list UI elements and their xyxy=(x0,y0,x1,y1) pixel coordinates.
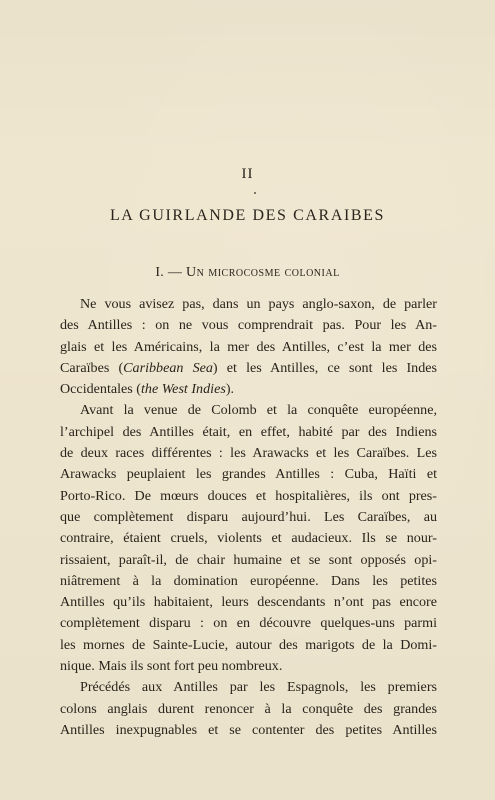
chapter-title: LA GUIRLANDE DES CARAIBES xyxy=(109,207,386,224)
text-line-italic xyxy=(60,379,437,400)
text-line: contraire, étaient cruels, violents et audacieux. Ils se nour- xyxy=(60,530,437,547)
printing-speck xyxy=(254,192,256,194)
text-line: Précédés aux Antilles par les Espagnols, les premiers xyxy=(80,679,437,696)
text-line: les mornes de Sainte-Lucie, autour des marigots de la Domi- xyxy=(60,636,437,653)
text-line: de deux races différentes : les Arawacks et les Caraïbes. Les xyxy=(60,445,437,462)
text-line: Arawacks peuplaient les grandes Antilles : Cuba, Haïti et xyxy=(60,466,437,483)
italic-phrase: the West Indies xyxy=(141,381,226,398)
text-line: Antilles qu’ils habitaient, leurs descendants n’ont pas encore xyxy=(60,594,437,611)
chapter-number: II xyxy=(241,166,254,182)
text-line: colons anglais durent renoncer à la conquête des grandes xyxy=(60,700,437,717)
text-fragment: Caraïbes (Caribbean Sea) et les Antilles, ce sont les Indes xyxy=(60,359,437,376)
italic-phrase: Caribbean Sea xyxy=(123,359,213,376)
text-line: l’archipel des Antilles était, en effet, habité par des Indiens xyxy=(60,423,437,440)
text-line: Porto-Rico. De mœurs douces et hospitalières, ils ont pres- xyxy=(60,487,437,504)
section-heading xyxy=(0,265,495,281)
text-line: Avant la venue de Colomb et la conquête européenne, xyxy=(80,402,437,419)
text-line: Ne vous avisez pas, dans un pays anglo-saxon, de parler xyxy=(80,296,437,312)
text-line: niâtrement à la domination européenne. Dans les petites xyxy=(60,572,437,589)
text-line-italic xyxy=(60,358,437,379)
text-line: des Antilles : on ne vous comprendrait pas. Pour les An- xyxy=(60,317,437,334)
text-line: glais et les Américains, la mer des Antilles, c’est la mer des xyxy=(60,338,437,355)
text-fragment: Occidentales (the West Indies). xyxy=(60,381,235,398)
body-text xyxy=(60,294,437,741)
text-line: Antilles inexpugnables et se contenter des petites Antilles xyxy=(60,721,437,738)
section-number: I. — xyxy=(155,265,183,280)
text-line: que complètement disparu aujourd’hui. Les Caraïbes, au xyxy=(60,508,437,525)
text-line: complètement disparu : on en découvre quelques-uns parmi xyxy=(60,615,437,632)
text-line: rissaient, paraît-il, de chair humaine et se sont opposés opi- xyxy=(60,551,437,568)
text-line: nique. Mais ils sont fort peu nombreux. xyxy=(60,658,283,675)
section-label: Un microcosme colonial xyxy=(186,265,340,280)
